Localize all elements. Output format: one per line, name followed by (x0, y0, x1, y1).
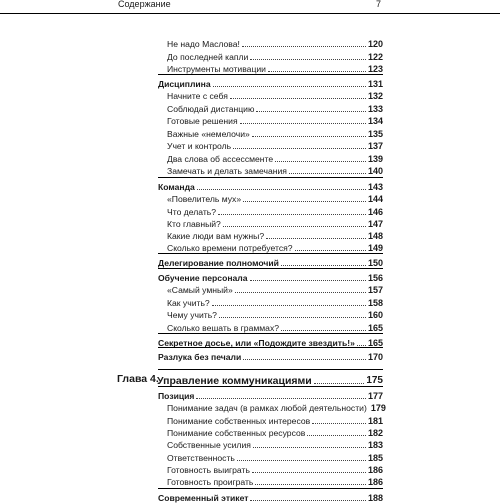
toc-entry (167, 308, 383, 320)
toc-entry-title: Учет и контроль (167, 141, 232, 151)
section-rule (158, 268, 383, 269)
dot-leader (213, 86, 366, 87)
toc-page-number: 177 (367, 391, 383, 401)
toc-page-number: 156 (367, 273, 383, 283)
dot-leader (250, 500, 365, 501)
toc-page-number: 185 (367, 453, 383, 463)
dot-leader (255, 484, 366, 485)
toc-entry (167, 114, 383, 126)
toc-entry (167, 89, 383, 101)
dot-leader (243, 359, 366, 360)
toc-page-number: 122 (367, 52, 383, 62)
section-rule (158, 253, 383, 254)
toc-entry-title: Начните с себя (167, 91, 228, 101)
toc-entry-title: Готовность выиграть (167, 465, 250, 475)
toc-entry-title: Сколько вешать в граммах? (167, 323, 280, 333)
toc-entry (167, 426, 383, 438)
section-rule (158, 347, 383, 348)
toc-entry-title: «Самый умный» (167, 285, 233, 295)
toc-page-number: 143 (367, 182, 383, 192)
dot-leader (219, 317, 366, 318)
dot-leader (223, 226, 366, 227)
section-rule (158, 488, 383, 489)
dot-leader (307, 435, 366, 436)
toc-entry-title: Как учить? (167, 298, 210, 308)
dot-leader (275, 161, 366, 162)
toc-entry-title: Замечать и делать замечания (167, 166, 287, 176)
toc-page-number: 158 (367, 298, 383, 308)
toc-entry-title: Дисциплина (158, 79, 211, 89)
dot-leader (289, 173, 366, 174)
dot-leader (281, 330, 366, 331)
toc-entry-title: Инструменты мотивации (167, 64, 266, 74)
toc-entry-title: «Повелитель мух» (167, 194, 242, 204)
toc-page-number: 131 (367, 79, 383, 89)
toc-entry (167, 463, 383, 475)
toc-entry-title: Чему учить? (167, 310, 217, 320)
dot-leader (266, 238, 366, 239)
toc-page-number: 150 (367, 258, 383, 268)
toc-entry (167, 152, 383, 164)
toc-page-number: 133 (367, 104, 383, 114)
toc-page-number: 182 (367, 428, 383, 438)
toc-entry (167, 475, 383, 487)
dot-leader (357, 345, 366, 346)
toc-entry (167, 139, 383, 151)
running-header-page-number: 7 (376, 0, 382, 9)
dot-leader (252, 136, 366, 137)
toc-page-number: 186 (367, 465, 383, 475)
section-rule (158, 386, 383, 387)
toc-page-number: 146 (367, 207, 383, 217)
toc-entry (167, 127, 383, 139)
toc-entry (167, 164, 383, 176)
dot-leader (242, 46, 366, 47)
toc-entry-title: До последней капли (167, 52, 249, 62)
toc-entry (167, 205, 383, 217)
toc-entry (167, 217, 383, 229)
toc-entry (167, 283, 383, 295)
toc-entry-title: Готовые решения (167, 116, 238, 126)
toc-entry-title: Современный этикет (158, 493, 249, 503)
toc-entry-title: Сколько времени потребуется? (167, 243, 293, 253)
toc-section (158, 491, 383, 503)
dot-leader (197, 189, 366, 190)
toc-entry (167, 438, 383, 450)
toc-entry-title: Секретное досье, или «Подождите звездить!» (158, 338, 355, 348)
toc-entry (167, 62, 383, 74)
dot-leader (237, 460, 366, 461)
section-rule (158, 177, 383, 178)
toc-page-number: 149 (367, 243, 383, 253)
toc-page-number: 147 (367, 219, 383, 229)
toc-entry-title: Понимание собственных интересов (167, 416, 311, 426)
toc-page-number: 188 (367, 493, 383, 503)
dot-leader (235, 292, 366, 293)
toc-entry-title: Какие люди вам нужны? (167, 231, 265, 241)
toc-page-number: 123 (367, 64, 383, 74)
toc-page-number: 148 (367, 231, 383, 241)
toc-page-number: 132 (367, 91, 383, 101)
dot-leader (256, 111, 366, 112)
section-rule (158, 74, 383, 75)
toc-page-number: 183 (367, 440, 383, 450)
toc-page-number: 120 (367, 39, 383, 49)
toc-entry-title: Обучение персонала (158, 273, 248, 283)
toc-entry (167, 192, 383, 204)
toc-page-number: 157 (367, 285, 383, 295)
dot-leader (253, 447, 366, 448)
toc-page-number: 181 (367, 416, 383, 426)
dot-leader (314, 383, 365, 384)
toc-entry (167, 414, 383, 426)
toc-entry-title: Кто главный? (167, 219, 221, 229)
toc-entry-title: Команда (158, 182, 195, 192)
toc-chapter (157, 372, 383, 386)
toc-entry-title: Позиция (158, 391, 195, 401)
toc-entry (167, 37, 383, 49)
dot-leader (240, 123, 366, 124)
dot-leader (312, 423, 366, 424)
dot-leader (295, 250, 366, 251)
toc-entry-title: Разлука без печали (158, 352, 242, 362)
toc-entry (167, 321, 383, 333)
toc-page-number: 170 (367, 352, 383, 362)
toc-entry-title: Готовность проиграть (167, 477, 254, 487)
toc-section (158, 77, 383, 89)
toc-page-number: 144 (367, 194, 383, 204)
toc-entry-title: Управление коммуникациями (157, 375, 312, 387)
toc-section (158, 389, 383, 401)
toc-entry (167, 50, 383, 62)
toc-entry (167, 451, 383, 463)
toc-page-number: 160 (367, 310, 383, 320)
toc-entry-title: Соблюдай дистанцию (167, 104, 255, 114)
toc-entry-title: Понимание собственных ресурсов (167, 428, 306, 438)
toc-entry-title: Собственные усилия (167, 440, 251, 450)
chapter-label: Глава 4. (117, 373, 159, 385)
toc-entry (167, 401, 386, 413)
toc-page-number: 137 (367, 141, 383, 151)
toc-section (158, 180, 383, 192)
toc-page-number: 140 (367, 166, 383, 176)
toc-section (158, 271, 383, 283)
running-header-title: Содержание (118, 0, 171, 9)
section-rule (158, 333, 383, 334)
toc-entry-title: Что делать? (167, 207, 217, 217)
dot-leader (218, 214, 366, 215)
toc-entry (167, 102, 383, 114)
toc-page-number: 179 (370, 403, 386, 413)
toc-page-number: 134 (367, 116, 383, 126)
toc-entry-title: Ответственность (167, 453, 235, 463)
toc-page-number: 139 (367, 154, 383, 164)
dot-leader (212, 305, 366, 306)
toc-section (158, 256, 383, 268)
section-rule (158, 369, 383, 370)
toc-entry-title: Не надо Маслова! (167, 39, 240, 49)
toc-entry-title: Понимание задач (в рамках любой деятельности) (167, 403, 367, 413)
toc-entry (167, 296, 383, 308)
dot-leader (268, 71, 366, 72)
toc-entry-title: Важные «немелочи» (167, 129, 250, 139)
dot-leader (252, 472, 366, 473)
dot-leader (250, 59, 366, 60)
toc-entry-title: Делегирование полномочий (158, 258, 279, 268)
dot-leader (281, 265, 366, 266)
dot-leader (233, 148, 366, 149)
dot-leader (243, 201, 366, 202)
toc-page-number: 175 (366, 375, 383, 386)
toc-page-number: 165 (367, 338, 383, 348)
toc-page-number: 135 (367, 129, 383, 139)
toc-page-number: 186 (367, 477, 383, 487)
toc-page-number: 165 (367, 323, 383, 333)
toc-entry (167, 241, 383, 253)
dot-leader (196, 398, 366, 399)
toc-section (158, 350, 383, 362)
dot-leader (230, 98, 366, 99)
toc-entry (167, 229, 383, 241)
toc-entry-title: Два слова об ассессменте (167, 154, 274, 164)
dot-leader (250, 280, 366, 281)
